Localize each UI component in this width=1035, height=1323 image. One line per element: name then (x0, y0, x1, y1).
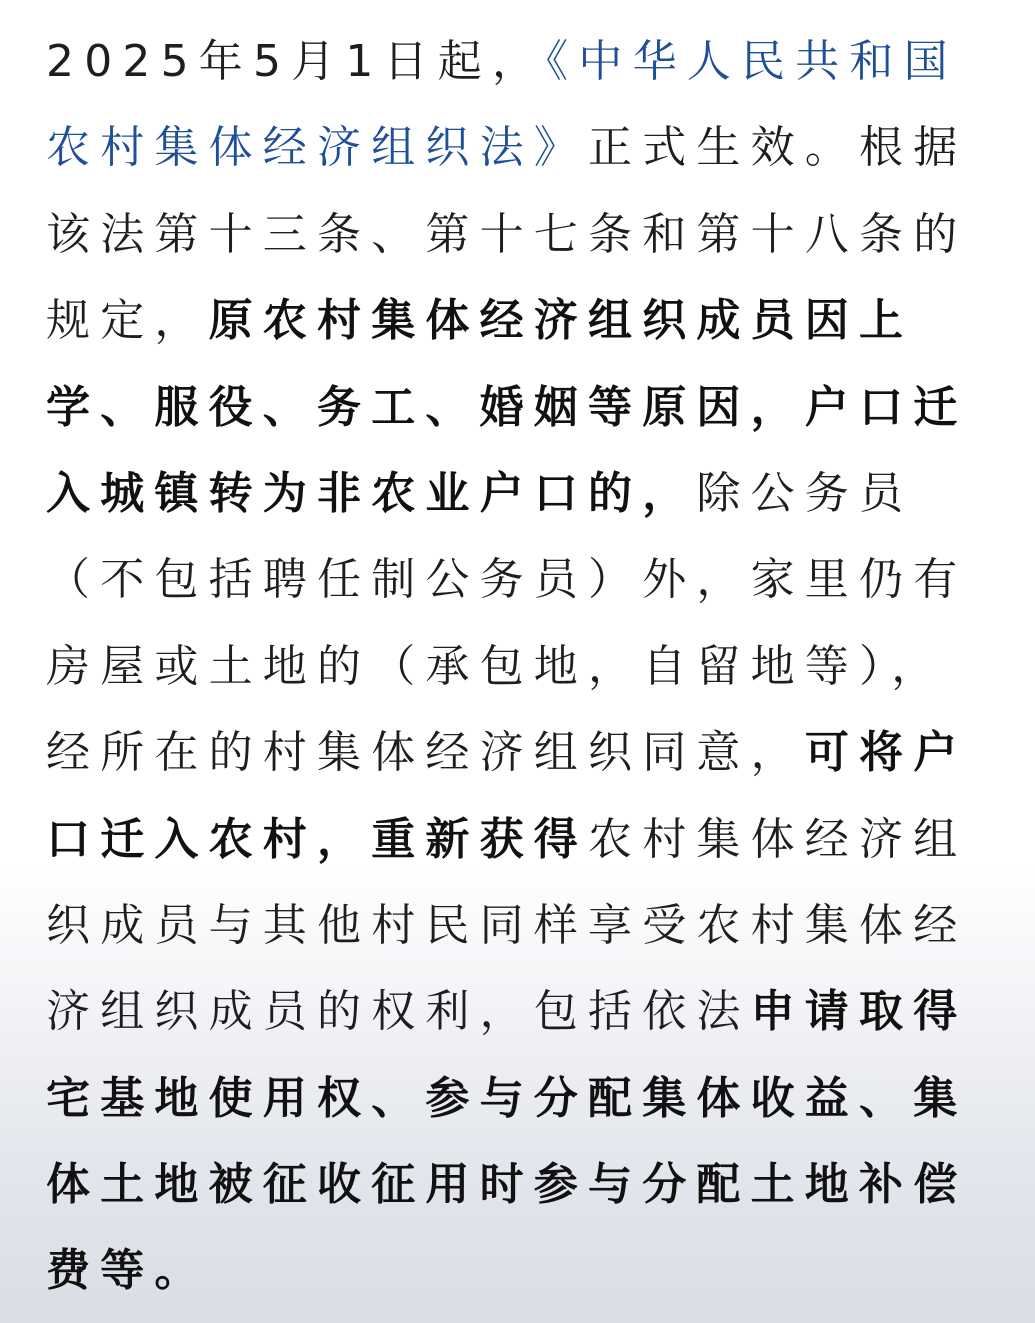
article-line (46, 710, 976, 796)
article-body (46, 19, 976, 1315)
article-line (46, 624, 976, 710)
text-segment: 除公务员 (696, 467, 914, 519)
text-segment: 正式生效。根据 (588, 122, 968, 174)
text-segment: 规定， (46, 295, 209, 347)
article-line (46, 192, 976, 278)
article-line (46, 883, 976, 969)
text-segment: 经所在的村集体经济组织同意， (46, 727, 805, 779)
text-segment: 农村集体经济组 (588, 813, 968, 865)
law-title-link[interactable]: 农村集体经济组织法》 (46, 122, 588, 174)
article-line (46, 537, 976, 623)
text-segment: （不包括聘任制公务员）外，家里仍有 (46, 554, 968, 606)
article-line (46, 451, 976, 537)
article-line (46, 797, 976, 883)
bold-text-segment: 费等。 (46, 1245, 209, 1297)
bold-text-segment: 宅基地使用权、参与分配集体收益、集 (46, 1072, 968, 1124)
bold-text-segment: 体土地被征收征用时参与分配土地补偿 (46, 1159, 968, 1211)
bold-text-segment: 入城镇转为非农业户口的， (46, 467, 697, 519)
article-line (46, 1056, 976, 1142)
article-line (46, 1142, 976, 1228)
text-segment: 织成员与其他村民同样享受农村集体经 (46, 899, 968, 951)
text-segment: 济组织成员的权利，包括依法 (46, 986, 751, 1038)
bold-text-segment: 可将户 (804, 727, 968, 779)
article-line (46, 19, 976, 105)
bold-text-segment: 学、服役、务工、婚姻等原因，户口迁 (46, 381, 968, 433)
text-segment: 房屋或土地的（承包地，自留地等）， (46, 640, 946, 692)
article-line (46, 1228, 976, 1314)
text-segment: 该法第十三条、第十七条和第十八条的 (46, 208, 968, 260)
text-segment: 2025年5月1日起， (46, 36, 547, 87)
bold-text-segment: 口迁入农村，重新获得 (46, 813, 588, 865)
article-line (46, 969, 976, 1055)
bold-text-segment: 原农村集体经济组织成员因上 (208, 295, 914, 347)
article-line (46, 365, 976, 451)
law-title-link[interactable]: 《中华人民共和国 (546, 36, 958, 87)
article-line (46, 105, 976, 191)
article-line (46, 278, 976, 364)
bold-text-segment: 申请取得 (750, 986, 968, 1038)
